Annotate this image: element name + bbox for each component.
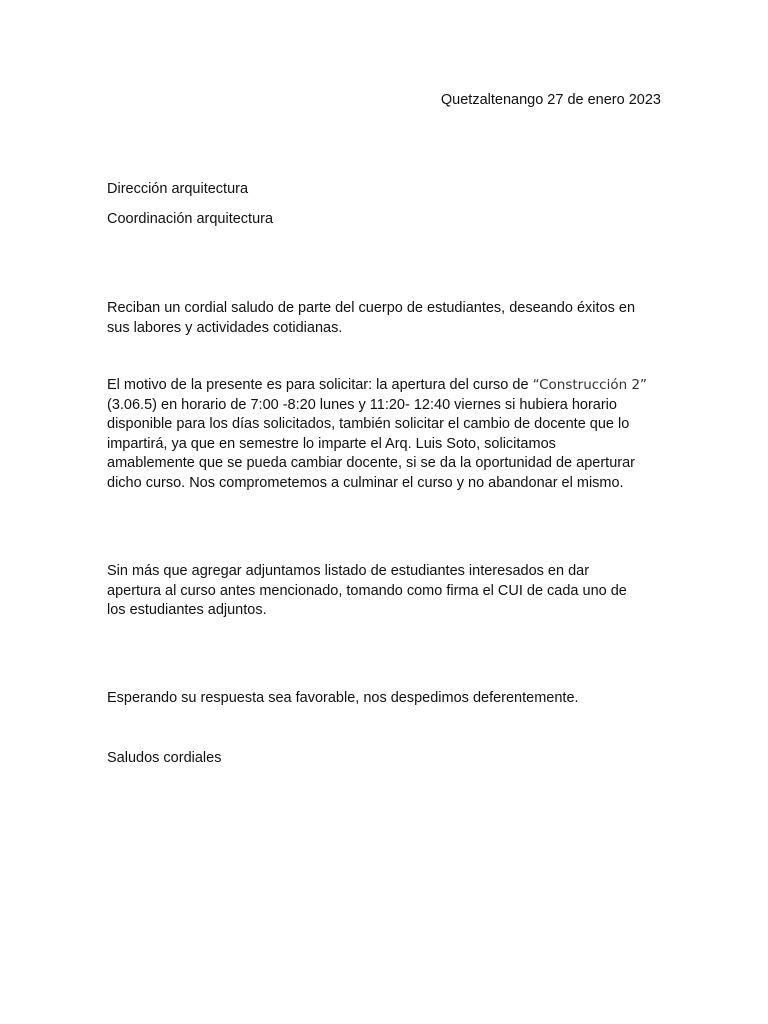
greeting-paragraph: Reciban un cordial saludo de parte del cuerpo de estudiantes, deseando éxitos en sus labores y actividades cotidianas. bbox=[107, 300, 636, 336]
letter-date: Quetzaltenango 27 de enero 2023 bbox=[440, 92, 661, 108]
request-text-rest: (3.06.5) en horario de 7:00 -8:20 lunes y 11:20- 12:40 viernes si hubiera horario disponible para los días solicitados, también solicitar el cambio de docente que lo impartirá, ya que en semestre lo imparte el Arq. Luis Soto, solicitamos amablemente que se pueda cambiar docente, si se da la oportunidad de aperturar dicho curso. Nos comprometemos a culminar el curso y no abandonar el mismo. bbox=[107, 396, 635, 491]
attachment-paragraph: Sin más que agregar adjuntamos listado de estudiantes interesados en dar apertura al curso antes mencionado, tomando como firma el CUI de cada uno de los estudiantes adjuntos. bbox=[107, 563, 627, 618]
course-name: “Construcción 2” bbox=[532, 377, 648, 393]
recipient-coordinacion: Coordinación arquitectura bbox=[107, 211, 274, 227]
request-paragraph bbox=[107, 376, 677, 493]
farewell-paragraph: Esperando su respuesta sea favorable, nos despedimos deferentemente. bbox=[107, 690, 579, 706]
closing-salutation: Saludos cordiales bbox=[107, 750, 222, 766]
request-text-start: El motivo de la presente es para solicitar: la apertura del curso de bbox=[107, 377, 533, 393]
recipient-direccion: Dirección arquitectura bbox=[107, 181, 249, 197]
